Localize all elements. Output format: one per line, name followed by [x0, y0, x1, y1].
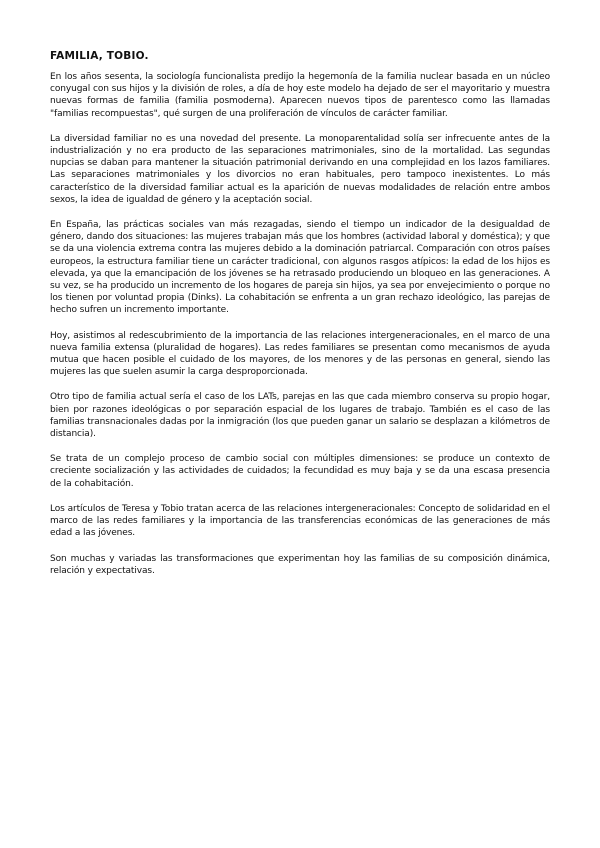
paragraph-7: Los artículos de Teresa y Tobio tratan acerca de las relaciones intergeneracionales: Concepto de solidaridad en el marco de las redes familiares y la importancia de las transferencias económicas de las generaciones de más edad a las jóvenes.	[50, 503, 550, 539]
document-title: FAMILIA, TOBIO.	[50, 50, 149, 62]
paragraph-2: La diversidad familiar no es una novedad del presente. La monoparentalidad solía ser infrecuente antes de la industrialización y no era producto de las separaciones matrimoniales, sino de la mortalidad. Las segundas nupcias se daban para mantener la situación patrimonial derivando en una complejidad en los lazos familiares. Las separaciones matrimoniales y los divorcios no eran habituales, pero tampoco inexistentes. Lo más característico de la diversidad familiar actual es la aparición de nuevas modalidades de relación entre ambos sexos, la idea de igualdad de género y la aceptación social.	[50, 133, 550, 205]
paragraph-6: Se trata de un complejo proceso de cambio social con múltiples dimensiones: se produce un contexto de creciente socialización y las actividades de cuidados; la fecundidad es muy baja y se da una escasa presencia de la cohabitación.	[50, 454, 550, 489]
paragraph-8: Son muchas y variadas las transformaciones que experimentan hoy las familias de su composición dinámica, relación y expectativas.	[50, 553, 550, 576]
paragraph-1: En los años sesenta, la sociología funcionalista predijo la hegemonía de la familia nuclear basada en un núcleo conyugal con sus hijos y la división de roles, a día de hoy este modelo ha dejado de ser el mayoritario y muestra nuevas formas de familia (familia posmoderna). Aparecen nuevos tipos de parentesco como las llamadas "familias recompuestas", qué surgen de una proliferación de vínculos de carácter familiar.	[50, 72, 550, 119]
paragraph-5: Otro tipo de familia actual sería el caso de los LATs, parejas en las que cada miembro conserva su propio hogar, bien por razones ideológicas o por separación espacial de los lugares de trabajo. También es el caso de las familias transnacionales dadas por la inmigración (los que pueden ganar un salario se desplazan a kilómetros de distancia).	[50, 392, 550, 440]
document-page	[50, 50, 550, 590]
paragraph-4: Hoy, asistimos al redescubrimiento de la importancia de las relaciones intergeneracionales, en el marco de una nueva familia extensa (pluralidad de hogares). Las redes familiares se presentan como mecanismos de ayuda mutua que hacen posible el cuidado de los mayores, de los menores y de las personas en general, siendo las mujeres las que suelen asumir la carga desproporcionada.	[50, 330, 550, 378]
paragraph-3: En España, las prácticas sociales van más rezagadas, siendo el tiempo un indicador de la desigualdad de género, dando dos situaciones: las mujeres trabajan más que los hombres (actividad laboral y doméstica); y que se da una violencia extrema contra las mujeres debido a la dominación patriarcal. Comparación con otros países europeos, la estructura familiar tiene un carácter tradicional, con algunos rasgos atípicos: la edad de los hijos es elevada, ya que la emancipación de los jóvenes se ha retrasado produciendo un bloqueo en las generaciones. A su vez, se ha producido un incremento de los hogares de pareja sin hijos, ya sea por envejecimiento o porque no los tienen por voluntad propia (Dinks). La cohabitación se enfrenta a un gran rechazo ideológico, las parejas de hecho sufren un incremento importante.	[50, 220, 550, 316]
